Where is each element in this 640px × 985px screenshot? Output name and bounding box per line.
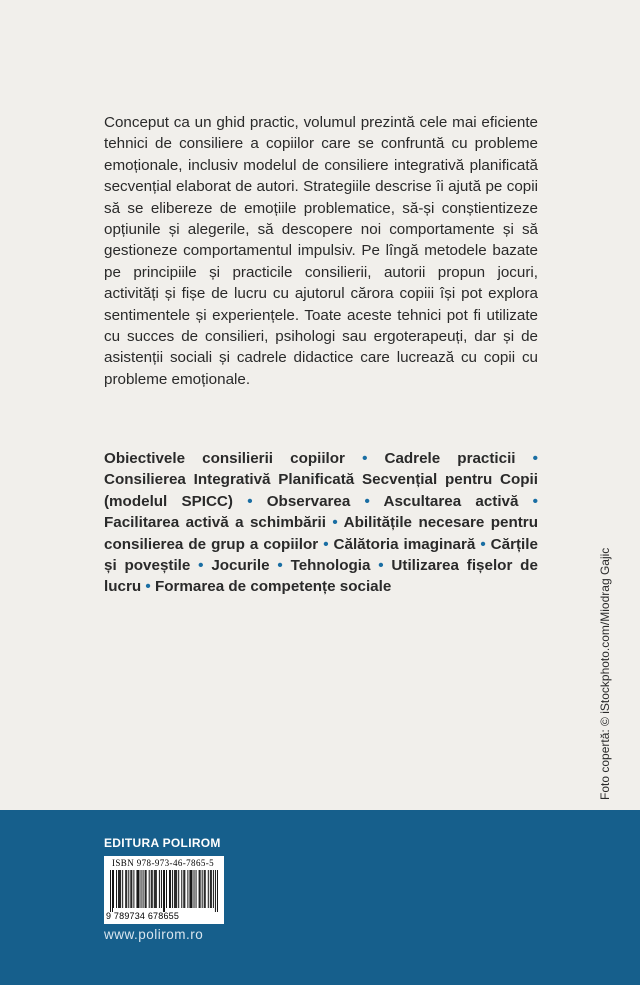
barcode-bar — [178, 870, 179, 908]
barcode-bar — [154, 870, 155, 908]
barcode-bar — [174, 870, 175, 908]
publisher-name: EDITURA POLIROM — [104, 836, 221, 850]
barcode-bar — [151, 870, 152, 908]
barcode-bar — [196, 870, 197, 908]
barcode-bar — [181, 870, 182, 908]
isbn-barcode — [104, 856, 224, 924]
barcode-bar — [128, 870, 129, 908]
isbn-number: ISBN 978-973-46-7865-5 — [112, 858, 215, 868]
barcode-bar — [204, 870, 205, 908]
barcode-bar — [192, 870, 193, 908]
topic-item: Utilizarea fișelor de lucru — [104, 557, 538, 596]
barcode-bar — [161, 870, 162, 908]
topic-separator: • — [145, 578, 151, 596]
topic-separator: • — [247, 492, 253, 510]
barcode-bar — [116, 870, 117, 908]
topic-separator: • — [378, 557, 384, 575]
barcode-bar — [166, 870, 167, 908]
barcode-bar — [149, 870, 150, 908]
barcode-bar — [217, 870, 218, 912]
barcode-bar — [145, 870, 146, 908]
barcode-bar — [113, 870, 114, 908]
topic-separator: • — [277, 557, 283, 575]
topic-item: Obiectivele consilierii copiilor — [104, 450, 345, 467]
topic-item: Ascultarea activă — [383, 492, 519, 510]
topic-separator: • — [532, 450, 538, 467]
barcode-bar — [156, 870, 157, 908]
barcode-bars — [110, 870, 218, 912]
barcode-bar — [189, 870, 190, 908]
topic-item: Consilierea Integrativă Planificată Secvențial pentru Copii (modelul SPICC) — [104, 471, 538, 510]
topic-separator: • — [480, 535, 486, 553]
topic-separator: • — [332, 514, 338, 532]
barcode-bar — [208, 870, 209, 908]
topic-separator: • — [364, 492, 370, 510]
barcode-bar — [143, 870, 144, 908]
barcode-bar — [125, 870, 126, 908]
barcode-bar — [163, 870, 164, 912]
topic-separator: • — [362, 450, 368, 467]
barcode-bar — [139, 870, 140, 908]
barcode-bar — [118, 870, 119, 908]
barcode-bar — [202, 870, 203, 908]
barcode-bar — [175, 870, 176, 908]
barcode-bar — [141, 870, 142, 908]
barcode-bar — [211, 870, 212, 908]
barcode-bar — [138, 870, 139, 908]
topic-separator: • — [323, 535, 329, 553]
barcode-bar — [170, 870, 171, 908]
barcode-bar — [110, 870, 111, 912]
publisher-band — [0, 810, 640, 985]
topic-item: Observarea — [266, 492, 351, 510]
barcode-bar — [122, 870, 123, 908]
barcode-bar — [172, 870, 173, 908]
barcode-digits: 9 789734 678655 — [106, 911, 180, 921]
barcode-bar — [159, 870, 160, 908]
barcode-bar — [184, 870, 185, 908]
photo-credit: Foto copertă: © iStockphoto.com/Miodrag Gajic — [598, 547, 612, 800]
book-description: Conceput ca un ghid practic, volumul prezintă cele mai eficiente tehnici de consiliere a copiilor care se confruntă cu probleme emoționale, inclusiv modelul de consiliere integrativă planificată secvențial elaborat de autori. Strategiile descrise îi ajută pe copii să se elibereze de emoțiile problematice, să-și conștientizeze opțiunile și alegerile, să descopere noi comportamente și să gestioneze comportamentul impulsiv. Pe lîngă metodele bazate pe principiile și practicile consilierii, autorii propun jocuri, activități și fișe de lucru cu ajutorul cărora copiii își pot explora sentimentele și experiențele. Toate aceste tehnici pot fi utilizate cu succes de consilieri, psihologi sau ergoterapeuți, dar și de asistenții sociali și cadrele didactice care lucrează cu copii cu probleme emoționale. — [104, 114, 538, 388]
topic-separator: • — [532, 492, 538, 510]
barcode-bar — [146, 870, 147, 908]
publisher-website: www.polirom.ro — [104, 927, 204, 942]
barcode-bar — [119, 870, 120, 908]
topic-item: Călătoria imaginară — [333, 535, 476, 553]
barcode-bar — [155, 870, 156, 908]
barcode-bar — [120, 870, 121, 908]
barcode-bar — [126, 870, 127, 908]
topic-item: Formarea de competențe sociale — [154, 578, 392, 596]
topic-item: Jocurile — [211, 557, 270, 575]
barcode-bar — [131, 870, 132, 908]
topic-item: Cadrele practicii — [384, 450, 516, 467]
topic-item: Abilitățile necesare pentru consilierea de grup a copiilor — [104, 514, 538, 553]
topic-item: Facilitarea activă a schimbării — [104, 514, 326, 532]
topic-item: Cărțile și poveștile — [104, 535, 538, 575]
barcode-bar — [187, 870, 188, 908]
barcode-bar — [183, 870, 184, 908]
barcode-bar — [152, 870, 153, 908]
barcode-bar — [176, 870, 177, 908]
barcode-bar — [164, 870, 165, 912]
barcode-bar — [169, 870, 170, 908]
barcode-bar — [205, 870, 206, 908]
barcode-bar — [112, 870, 113, 912]
barcode-bar — [199, 870, 200, 908]
topic-separator: • — [198, 557, 204, 575]
barcode-bar — [190, 870, 191, 908]
barcode-bar — [194, 870, 195, 908]
barcode-bar — [213, 870, 214, 908]
barcode-bar — [136, 870, 137, 908]
barcode-bar — [215, 870, 216, 912]
topic-item: Tehnologia — [290, 557, 371, 575]
barcode-bar — [200, 870, 201, 908]
barcode-bar — [130, 870, 131, 908]
topics-list — [104, 448, 538, 598]
barcode-bar — [133, 870, 134, 908]
barcode-bar — [210, 870, 211, 908]
